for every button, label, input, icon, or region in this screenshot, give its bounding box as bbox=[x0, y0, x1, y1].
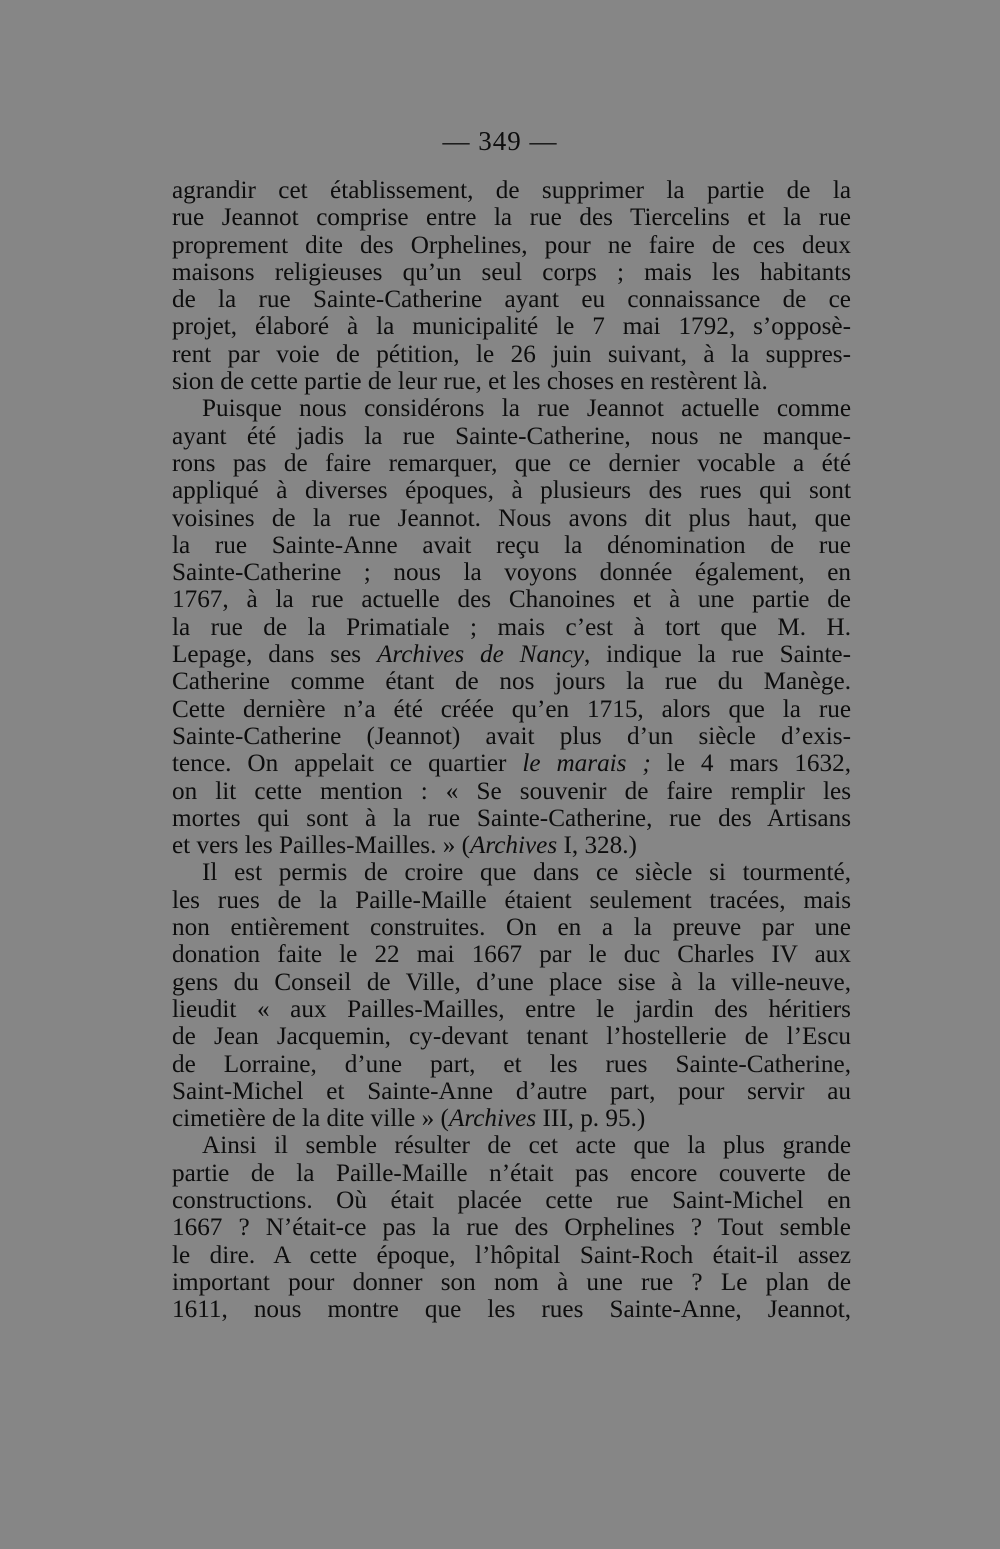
text-line bbox=[172, 996, 851, 1023]
text-segment: 1667 ? N’était-ce pas la rue des Orphelines ? Tout semble bbox=[172, 1214, 851, 1242]
text-line bbox=[172, 832, 851, 859]
text-line bbox=[172, 859, 851, 886]
text-line bbox=[172, 1242, 851, 1269]
text-segment: 1611, nous montre que les rues Sainte-Anne, Jeannot, bbox=[172, 1296, 851, 1324]
text-segment: donation faite le 22 mai 1667 par le duc Charles IV aux bbox=[172, 941, 851, 969]
text-line bbox=[172, 259, 851, 286]
text-line bbox=[172, 614, 851, 641]
italic-title: le marais ; bbox=[522, 750, 651, 778]
text-segment: et vers les Pailles-Mailles. » ( bbox=[172, 832, 470, 860]
text-segment: III, p. 95.) bbox=[536, 1105, 646, 1133]
text-line bbox=[172, 1160, 851, 1187]
text-line bbox=[172, 395, 851, 422]
text-line bbox=[172, 177, 851, 204]
text-segment: la rue Sainte-Anne avait reçu la dénomination de rue bbox=[172, 531, 851, 559]
text-line bbox=[172, 1132, 851, 1159]
text-line bbox=[172, 1078, 851, 1105]
text-segment: Lepage, dans ses bbox=[172, 641, 377, 669]
text-line bbox=[172, 286, 851, 313]
text-segment: de la rue Sainte-Catherine ayant eu connaissance de ce bbox=[172, 286, 851, 314]
text-line bbox=[172, 505, 851, 532]
text-segment: partie de la Paille-Maille n’était pas encore couverte de bbox=[172, 1159, 851, 1187]
text-line bbox=[172, 477, 851, 504]
text-segment: important pour donner son nom à une rue ? Le plan de bbox=[172, 1268, 851, 1296]
text-line bbox=[172, 778, 851, 805]
text-segment: les rues de la Paille-Maille étaient seulement tracées, mais bbox=[172, 886, 851, 914]
text-segment: rue Jeannot comprise entre la rue des Tiercelins et la rue bbox=[172, 204, 851, 232]
body-text bbox=[172, 177, 851, 1323]
text-line bbox=[172, 723, 851, 750]
text-line bbox=[172, 750, 851, 777]
text-segment: de Lorraine, d’une part, et les rues Sainte-Catherine, bbox=[172, 1050, 851, 1078]
text-segment: proprement dite des Orphelines, pour ne faire de ces deux bbox=[172, 231, 851, 259]
text-segment: de Jean Jacquemin, cy-devant tenant l’hostellerie de l’Escu bbox=[172, 1023, 851, 1051]
page-number: — 349 — bbox=[442, 126, 558, 156]
text-line bbox=[172, 423, 851, 450]
text-segment: cimetière de la dite ville » ( bbox=[172, 1105, 449, 1133]
text-line bbox=[172, 887, 851, 914]
text-segment: Saint-Michel et Sainte-Anne d’autre part, pour servir au bbox=[172, 1077, 851, 1105]
text-segment: projet, élaboré à la municipalité le 7 mai 1792, s’opposè- bbox=[172, 313, 851, 341]
text-line bbox=[172, 914, 851, 941]
text-segment: rons pas de faire remarquer, que ce dernier vocable a été bbox=[172, 449, 851, 477]
text-line bbox=[172, 232, 851, 259]
text-line bbox=[172, 450, 851, 477]
text-segment: appliqué à diverses époques, à plusieurs des rues qui sont bbox=[172, 477, 851, 505]
text-line bbox=[172, 313, 851, 340]
text-segment: le 4 mars 1632, bbox=[650, 750, 852, 778]
text-line bbox=[172, 1214, 851, 1241]
text-line bbox=[172, 368, 851, 395]
text-segment: agrandir cet établissement, de supprimer la partie de la bbox=[172, 177, 851, 204]
text-segment: gens du Conseil de Ville, d’une place sise à la ville-neuve, bbox=[172, 968, 851, 996]
text-segment: la rue de la Primatiale ; mais c’est à tort que M. H. bbox=[172, 613, 851, 641]
text-line bbox=[172, 586, 851, 613]
text-segment: Puisque nous considérons la rue Jeannot actuelle comme bbox=[202, 395, 851, 423]
text-segment: sion de cette partie de leur rue, et les choses en restèrent là. bbox=[172, 368, 768, 396]
text-segment: rent par voie de pétition, le 26 juin suivant, à la suppres- bbox=[172, 340, 851, 368]
text-line bbox=[172, 1105, 851, 1132]
text-segment: Cette dernière n’a été créée qu’en 1715, alors que la rue bbox=[172, 695, 851, 723]
text-segment: Ainsi il semble résulter de cet acte que la plus grande bbox=[202, 1132, 851, 1160]
italic-title: Archives de Nancy bbox=[376, 641, 585, 669]
text-line bbox=[172, 1269, 851, 1296]
text-line bbox=[172, 204, 851, 231]
text-segment: ayant été jadis la rue Sainte-Catherine, nous ne manque- bbox=[172, 422, 851, 450]
text-line bbox=[172, 341, 851, 368]
text-line bbox=[172, 641, 851, 668]
text-segment: maisons religieuses qu’un seul corps ; mais les habitants bbox=[172, 258, 851, 286]
text-segment: tence. On appelait ce quartier bbox=[172, 750, 523, 778]
text-segment: Sainte-Catherine ; nous la voyons donnée également, en bbox=[172, 559, 851, 587]
text-segment: voisines de la rue Jeannot. Nous avons dit plus haut, que bbox=[172, 504, 851, 532]
text-line bbox=[172, 559, 851, 586]
text-segment: lieudit « aux Pailles-Mailles, entre le jardin des héritiers bbox=[172, 995, 851, 1023]
text-segment: Sainte-Catherine (Jeannot) avait plus d’un siècle d’exis- bbox=[172, 722, 851, 750]
text-line bbox=[172, 668, 851, 695]
text-line bbox=[172, 1187, 851, 1214]
text-segment: Il est permis de croire que dans ce siècle si tourmenté, bbox=[202, 859, 851, 887]
text-line bbox=[172, 696, 851, 723]
text-line bbox=[172, 1051, 851, 1078]
text-line bbox=[172, 969, 851, 996]
text-segment: on lit cette mention : « Se souvenir de faire remplir les bbox=[172, 777, 851, 805]
text-segment: I, 328.) bbox=[557, 832, 637, 860]
text-segment: mortes qui sont à la rue Sainte-Catherine, rue des Artisans bbox=[172, 804, 851, 832]
text-segment: 1767, à la rue actuelle des Chanoines et à une partie de bbox=[172, 586, 851, 614]
italic-title: Archives bbox=[448, 1105, 537, 1133]
text-segment: le dire. A cette époque, l’hôpital Saint-Roch était-il assez bbox=[172, 1241, 851, 1269]
text-segment: , indique la rue Sainte- bbox=[584, 641, 852, 669]
text-segment: constructions. Où était placée cette rue Saint-Michel en bbox=[172, 1186, 851, 1214]
italic-title: Archives bbox=[469, 832, 558, 860]
text-line bbox=[172, 1296, 851, 1323]
text-line bbox=[172, 532, 851, 559]
text-segment: Catherine comme étant de nos jours la rue du Manège. bbox=[172, 668, 851, 696]
text-segment: non entièrement construites. On en a la preuve par une bbox=[172, 914, 851, 942]
text-line bbox=[172, 805, 851, 832]
text-line bbox=[172, 1023, 851, 1050]
text-line bbox=[172, 941, 851, 968]
